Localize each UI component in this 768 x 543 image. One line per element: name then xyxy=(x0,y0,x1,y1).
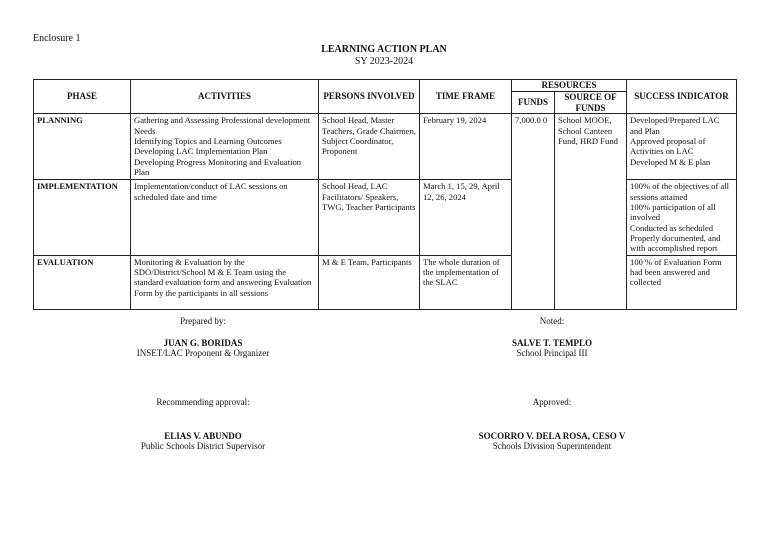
header-resources: RESOURCES xyxy=(512,80,627,92)
noted-position: School Principal III xyxy=(516,348,588,358)
indicator-item: Developed/Prepared LAC and Plan xyxy=(630,115,720,136)
funds-cell: 7,000.0 0 xyxy=(512,114,555,309)
activity-item: Developing Progress Monitoring and Evaluation Plan xyxy=(134,156,302,177)
recommending-signatory xyxy=(103,431,303,451)
activity-item: Identifying Topics and Learning Outcomes xyxy=(134,136,282,147)
activity-item: Gathering and Assessing Professional development Needs xyxy=(134,115,311,136)
persons-cell: School Head, Master Teachers, Grade Chairmen, Subject Coordinator, Proponent xyxy=(319,114,420,180)
source-of-funds-cell: School MOOE, School Canteen Fund, HRD Fund xyxy=(555,114,627,309)
prepared-by-signatory xyxy=(103,338,303,358)
indicator-item: Conducted as scheduled xyxy=(630,222,714,233)
indicator-item: 100% of the objectives of all sessions attained xyxy=(630,181,730,202)
recommending-position: Public Schools District Supervisor xyxy=(140,441,266,451)
time-frame-cell: March 1, 15, 29, April 12, 26, 2024 xyxy=(420,180,512,255)
approved-signatory xyxy=(432,431,672,451)
header-source-of-funds: SOURCE OF FUNDS xyxy=(555,91,627,114)
header-funds: FUNDS xyxy=(512,91,555,114)
noted-block xyxy=(452,316,652,326)
noted-label: Noted: xyxy=(539,316,565,326)
success-indicator-cell xyxy=(627,255,737,309)
table-row xyxy=(34,180,737,255)
phase-planning: PLANNING xyxy=(34,114,131,180)
persons-cell: M & E Team, Participants xyxy=(319,255,420,309)
header-time-frame: TIME FRAME xyxy=(420,80,512,114)
activity-item: Monitoring & Evaluation by the SDO/District/School M & E Team using the standard evaluation form and answering Evaluation Form by the participants in all sessions xyxy=(134,256,312,298)
time-frame-cell: February 19, 2024 xyxy=(420,114,512,180)
noted-signatory xyxy=(452,338,652,358)
prepared-by-name: JUAN G. BORIDAS xyxy=(163,338,243,348)
indicator-item: Approved proposal of Activities on LAC xyxy=(630,136,706,157)
recommending-label: Recommending approval: xyxy=(156,397,250,407)
activities-cell xyxy=(131,180,319,255)
header-success-indicator: SUCCESS INDICATOR xyxy=(627,80,737,114)
indicator-item: Properly documented, and with accomplished report xyxy=(630,232,721,254)
prepared-by-position: INSET/LAC Proponent & Organizer xyxy=(136,348,270,358)
school-year: SY 2023-2024 xyxy=(354,56,414,67)
recommending-block xyxy=(103,397,303,407)
header-persons-involved: PERSONS INVOLVED xyxy=(319,80,420,114)
prepared-by-block xyxy=(103,316,303,326)
learning-action-plan-table xyxy=(33,79,737,310)
activities-cell xyxy=(131,255,319,309)
persons-cell: School Head, LAC Facilitators/ Speakers, TWG, Teacher Participants xyxy=(319,180,420,255)
success-indicator-cell xyxy=(627,180,737,255)
indicator-item: 100 % of Evaluation Form had been answered and collected xyxy=(630,256,722,288)
success-indicator-cell xyxy=(627,114,737,180)
header-phase: PHASE xyxy=(34,80,131,114)
approved-position: Schools Division Superintendent xyxy=(492,441,612,451)
prepared-by-label: Prepared by: xyxy=(180,316,226,326)
phase-implementation: IMPLEMENTATION xyxy=(34,180,131,255)
phase-evaluation: EVALUATION xyxy=(34,255,131,309)
approved-label: Approved: xyxy=(532,397,572,407)
indicator-item: Developed M & E plan xyxy=(630,156,711,167)
approved-block xyxy=(452,397,652,407)
indicator-item: 100% participation of all involved xyxy=(630,202,716,223)
table-row xyxy=(34,255,737,309)
activity-item: Developing LAC Implementation Plan xyxy=(134,146,268,157)
time-frame-cell: The whole duration of the implementation of the SLAC xyxy=(420,255,512,309)
header-activities: ACTIVITIES xyxy=(131,80,319,114)
recommending-name: ELIAS V. ABUNDO xyxy=(164,431,242,441)
enclosure-label: Enclosure 1 xyxy=(33,33,81,44)
document-title: LEARNING ACTION PLAN xyxy=(321,44,447,55)
table-row xyxy=(34,114,737,180)
approved-name: SOCORRO V. DELA ROSA, CESO V xyxy=(478,431,626,441)
activities-cell xyxy=(131,114,319,180)
noted-name: SALVE T. TEMPLO xyxy=(512,338,592,348)
activity-item: Implementation/conduct of LAC sessions on scheduled date and time xyxy=(134,181,288,202)
